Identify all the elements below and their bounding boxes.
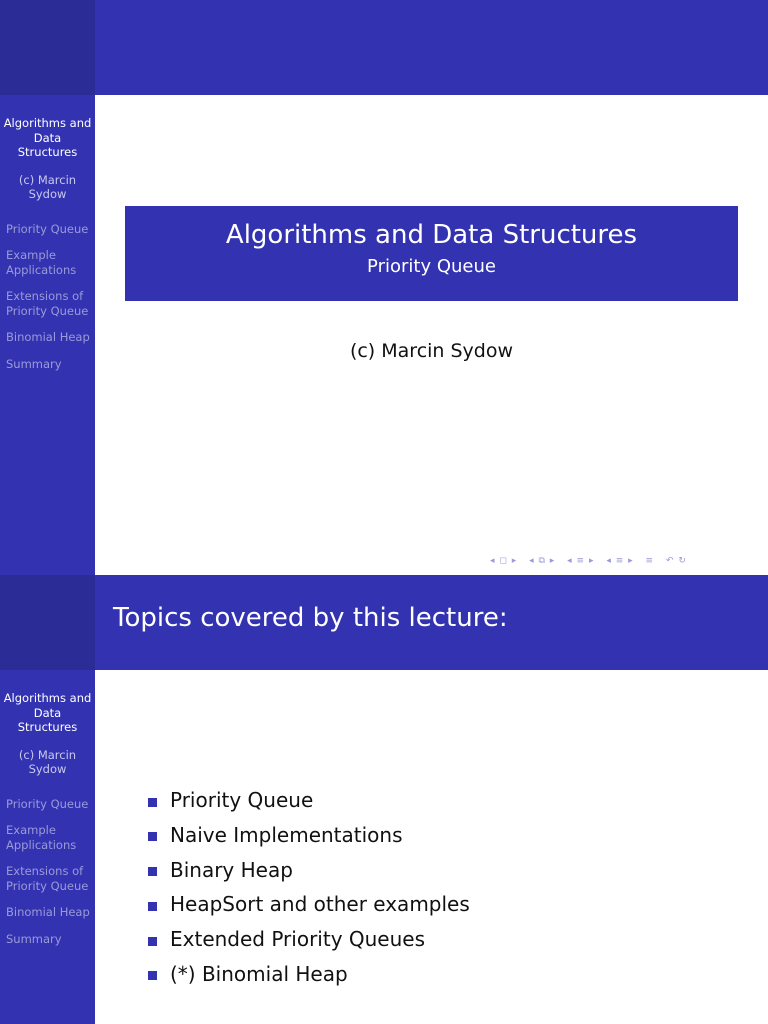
list-item bbox=[148, 962, 470, 987]
topics-slide bbox=[0, 575, 768, 1024]
title-box bbox=[125, 206, 738, 301]
sidebar-item-summary[interactable]: Summary bbox=[6, 356, 62, 371]
sidebar bbox=[0, 670, 95, 1024]
sidebar-item-priority-queue[interactable]: Priority Queue bbox=[6, 221, 89, 236]
sidebar-item-extensions[interactable]: Extensions of Priority Queue bbox=[6, 289, 89, 318]
bullet-square-icon bbox=[148, 867, 157, 876]
sidebar-item-priority-queue[interactable]: Priority Queue bbox=[6, 796, 89, 811]
sidebar bbox=[0, 95, 95, 575]
bullet-square-icon bbox=[148, 798, 157, 807]
corner-block bbox=[0, 0, 95, 95]
sidebar-item-binomial-heap[interactable]: Binomial Heap bbox=[6, 905, 90, 919]
sidebar-item-summary[interactable]: Summary bbox=[6, 931, 62, 946]
topic-label: Extended Priority Queues bbox=[170, 927, 426, 952]
bullet-square-icon bbox=[148, 832, 157, 841]
topic-label: HeapSort and other examples bbox=[170, 892, 470, 917]
sidebar-title[interactable]: Algorithms and Data Structures bbox=[3, 116, 92, 159]
nav-document-icon[interactable]: ◂ ≡ ▸ bbox=[606, 556, 634, 566]
navigation-symbols bbox=[490, 556, 760, 570]
presentation-subtitle: Priority Queue bbox=[367, 256, 496, 277]
list-item bbox=[148, 892, 470, 917]
nav-frame-icon[interactable]: ◂ ◻ ▸ bbox=[490, 556, 518, 566]
nav-toc-icon[interactable]: ≡ bbox=[645, 556, 655, 566]
sidebar-item-extensions[interactable]: Extensions of Priority Queue bbox=[6, 864, 89, 893]
sidebar-item-binomial-heap[interactable]: Binomial Heap bbox=[6, 330, 90, 344]
sidebar-item-example-applications[interactable]: Example Applications bbox=[6, 823, 77, 852]
sidebar-item-example-applications[interactable]: Example Applications bbox=[6, 248, 77, 277]
topic-label: (*) Binomial Heap bbox=[170, 961, 348, 986]
topic-label: Binary Heap bbox=[170, 857, 293, 882]
list-item bbox=[148, 788, 470, 813]
list-item bbox=[148, 858, 470, 883]
list-item bbox=[148, 823, 470, 848]
presentation-title: Algorithms and Data Structures bbox=[225, 220, 638, 250]
bullet-square-icon bbox=[148, 971, 157, 980]
sidebar-author[interactable]: (c) Marcin Sydow bbox=[18, 172, 77, 201]
nav-subsection-icon[interactable]: ◂ ⧉ ▸ bbox=[529, 556, 556, 566]
nav-back-search-icon[interactable]: ↶ ↻ bbox=[665, 556, 687, 566]
sidebar-nav bbox=[0, 222, 95, 372]
corner-block bbox=[0, 575, 95, 670]
sidebar-author[interactable]: (c) Marcin Sydow bbox=[18, 747, 77, 776]
topic-label: Priority Queue bbox=[170, 788, 314, 812]
sidebar-nav bbox=[0, 797, 95, 947]
sidebar-title[interactable]: Algorithms and Data Structures bbox=[3, 691, 92, 734]
nav-section-icon[interactable]: ◂ ≡ ▸ bbox=[567, 556, 595, 566]
bullet-square-icon bbox=[148, 902, 157, 911]
header-bar bbox=[95, 0, 768, 95]
topic-label: Naive Implementations bbox=[170, 822, 403, 847]
list-item bbox=[148, 927, 470, 952]
presentation-author: (c) Marcin Sydow bbox=[349, 340, 514, 362]
bullet-square-icon bbox=[148, 937, 157, 946]
topics-list bbox=[148, 788, 470, 997]
frame-title: Topics covered by this lecture: bbox=[113, 603, 508, 633]
